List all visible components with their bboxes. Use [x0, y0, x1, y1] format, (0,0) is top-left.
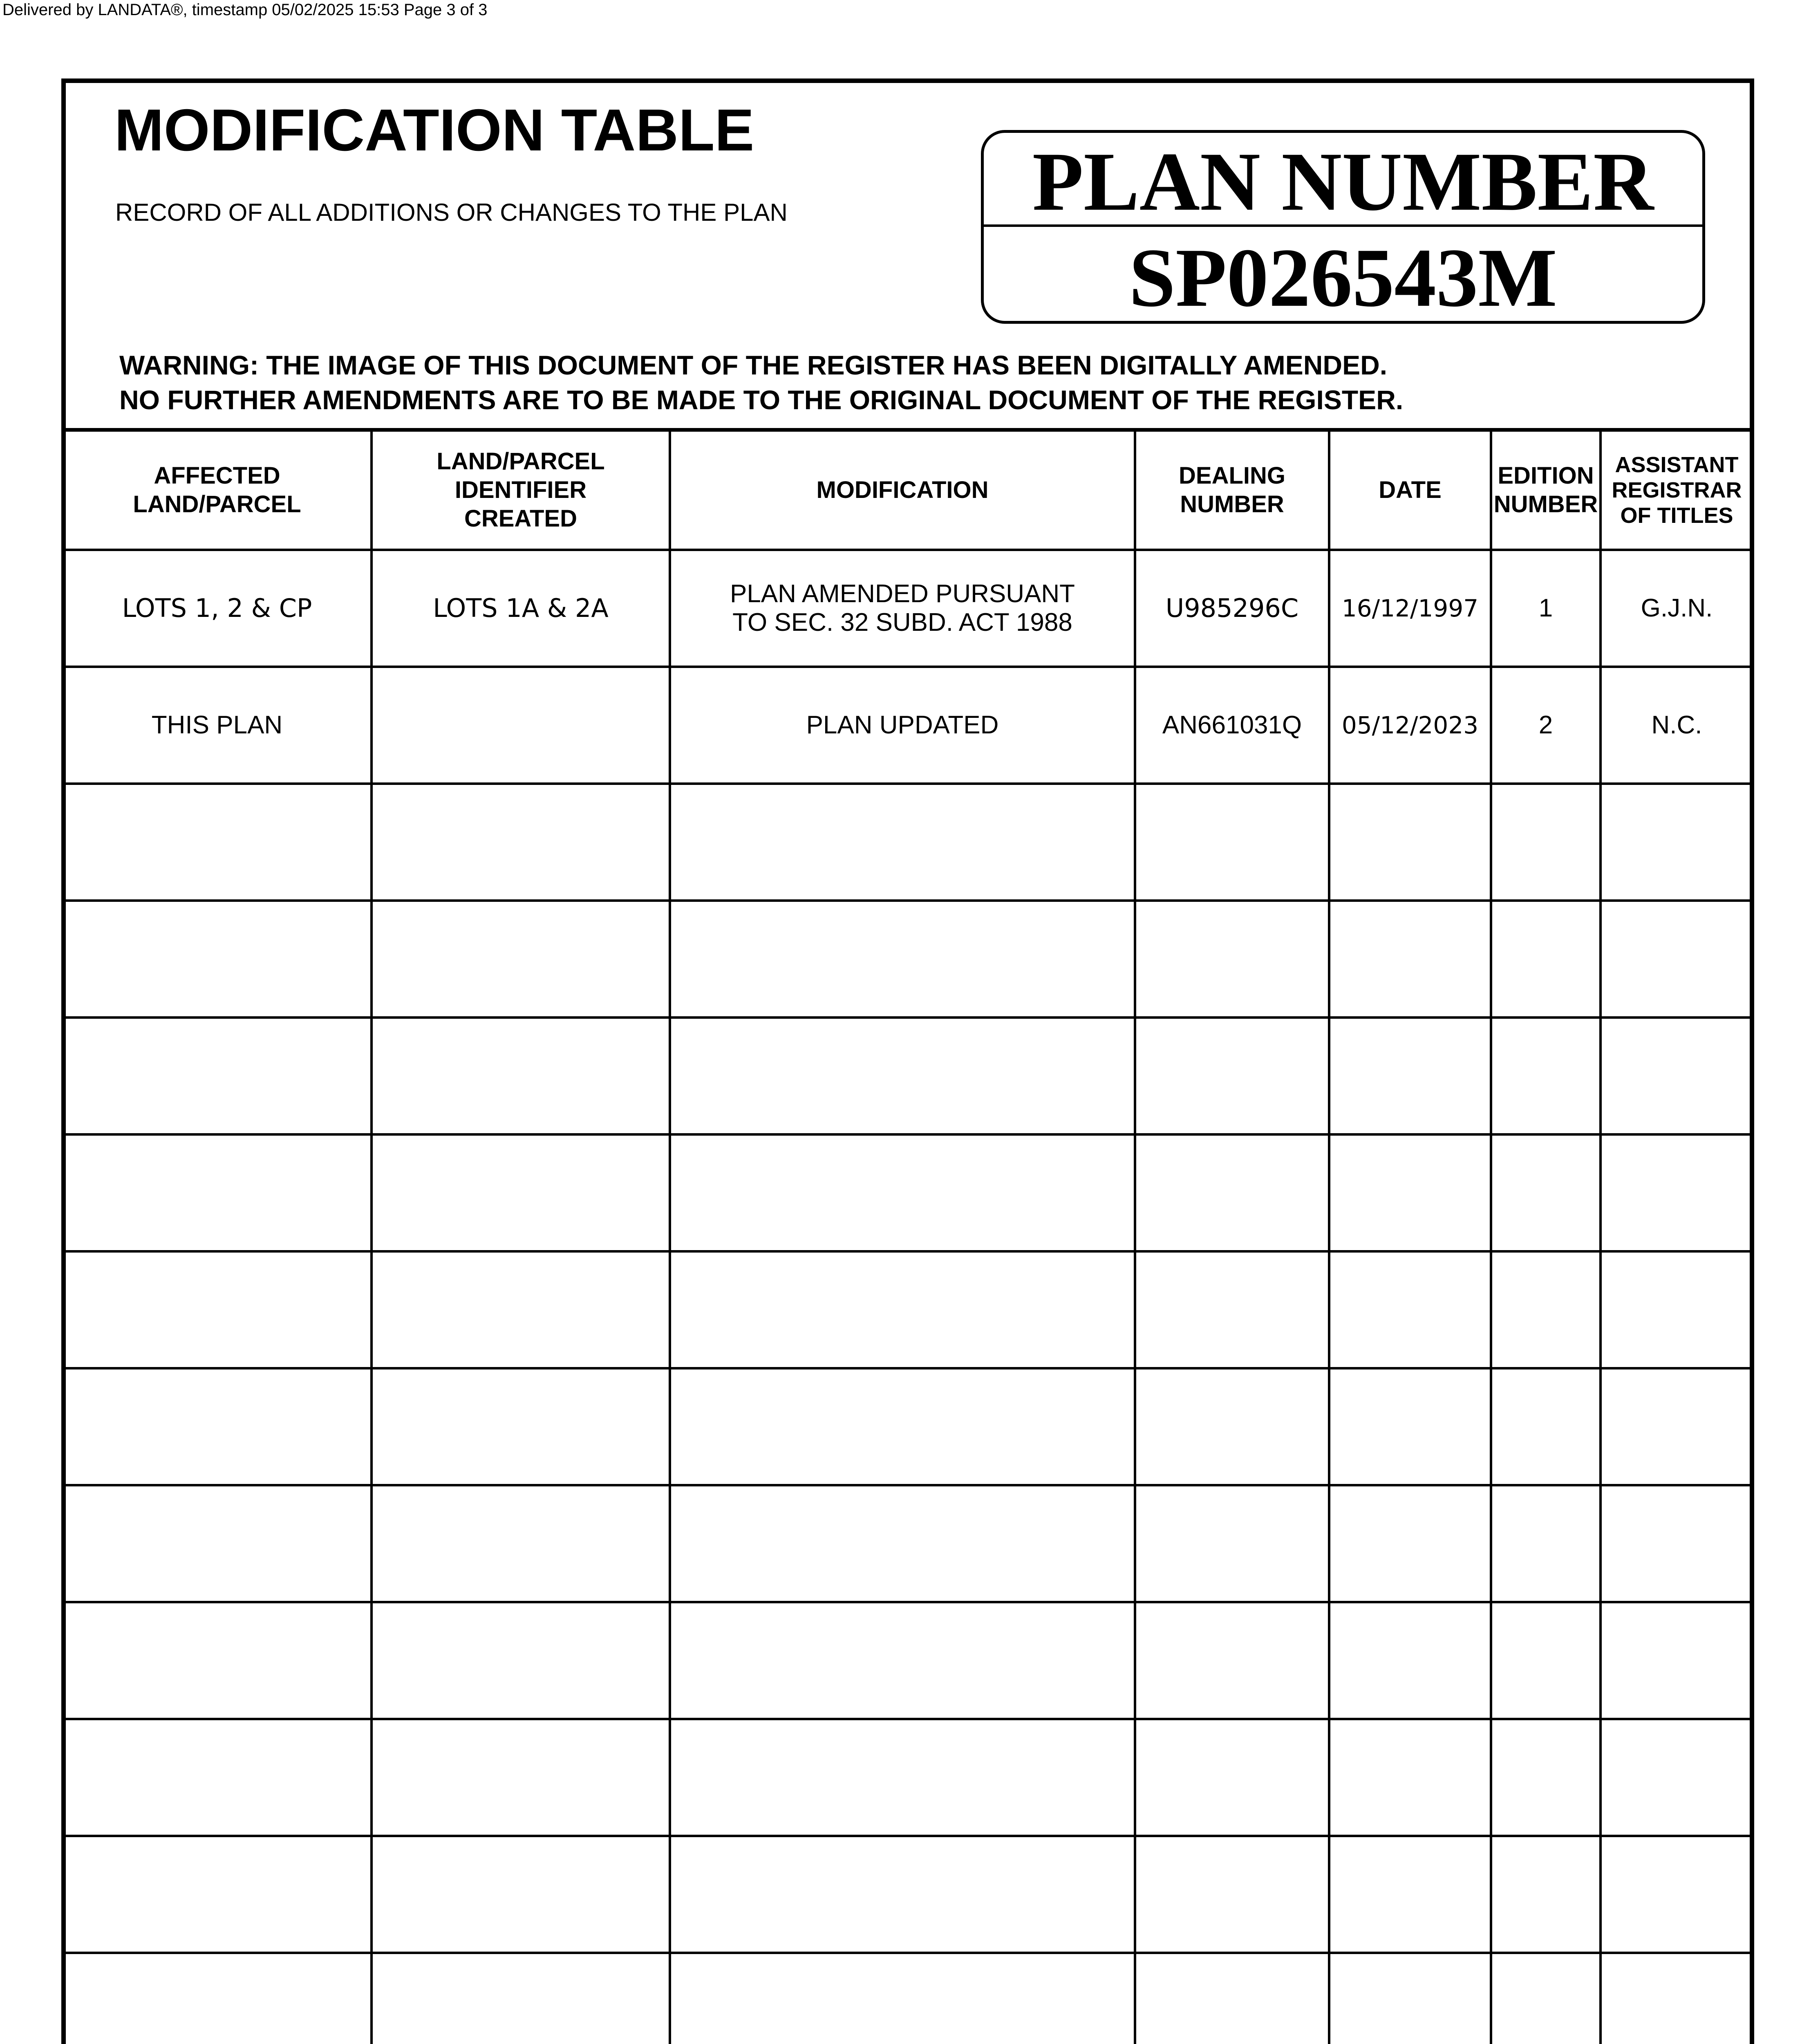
plan-number-label: PLAN NUMBER	[1032, 135, 1654, 228]
cell-modification: PLAN AMENDED PURSUANT TO SEC. 32 SUBD. ACT 1988	[670, 550, 1135, 667]
table-row	[64, 1836, 1752, 1953]
cell-dealing-number: U985296C	[1135, 550, 1329, 667]
table-row	[64, 1368, 1752, 1485]
page-title: MODIFICATION TABLE	[114, 97, 754, 163]
cell-land-parcel-identifier: LOTS 1A & 2A	[372, 550, 670, 667]
table-row	[64, 1719, 1752, 1836]
cell-assistant-registrar: G.J.N.	[1601, 550, 1752, 667]
cell-edition-number: 1	[1491, 550, 1601, 667]
cell-date: 05/12/2023	[1329, 667, 1491, 784]
warning-line-1: WARNING: THE IMAGE OF THIS DOCUMENT OF THE REGISTER HAS BEEN DIGITALLY AMENDED.	[119, 350, 1388, 380]
header-land-parcel-identifier: LAND/PARCEL IDENTIFIER CREATED	[372, 430, 670, 550]
table-row	[64, 1485, 1752, 1602]
table-row	[64, 1134, 1752, 1251]
delivery-stamp: Delivered by LANDATA®, timestamp 05/02/2025 15:53 Page 3 of 3	[2, 1, 488, 19]
header-affected-land-parcel: AFFECTED LAND/PARCEL	[64, 430, 372, 550]
table-row	[64, 901, 1752, 1018]
table-row	[64, 784, 1752, 901]
cell-assistant-registrar: N.C.	[1601, 667, 1752, 784]
page-subtitle: RECORD OF ALL ADDITIONS OR CHANGES TO THE PLAN	[115, 199, 788, 226]
table-row	[64, 1251, 1752, 1368]
cell-affected-land-parcel: THIS PLAN	[64, 667, 372, 784]
table-row	[64, 1018, 1752, 1134]
header-edition-number: EDITION NUMBER	[1491, 430, 1601, 550]
cell-date: 16/12/1997	[1329, 550, 1491, 667]
cell-edition-number: 2	[1491, 667, 1601, 784]
header-assistant-registrar: ASSISTANT REGISTRAR OF TITLES	[1601, 430, 1752, 550]
header-modification: MODIFICATION	[670, 430, 1135, 550]
table-row	[64, 1953, 1752, 2044]
cell-land-parcel-identifier	[372, 667, 670, 784]
plan-number-value: SP026543M	[1129, 231, 1557, 324]
header-dealing-number: DEALING NUMBER	[1135, 430, 1329, 550]
modification-table	[64, 428, 1752, 2044]
warning-line-2: NO FURTHER AMENDMENTS ARE TO BE MADE TO THE ORIGINAL DOCUMENT OF THE REGISTER.	[119, 385, 1404, 415]
header-date: DATE	[1329, 430, 1491, 550]
table-header-row	[64, 430, 1752, 550]
table-row	[64, 550, 1752, 667]
table-row	[64, 1602, 1752, 1719]
cell-affected-land-parcel: LOTS 1, 2 & CP	[64, 550, 372, 667]
cell-dealing-number: AN661031Q	[1135, 667, 1329, 784]
table-row	[64, 667, 1752, 784]
cell-modification: PLAN UPDATED	[670, 667, 1135, 784]
